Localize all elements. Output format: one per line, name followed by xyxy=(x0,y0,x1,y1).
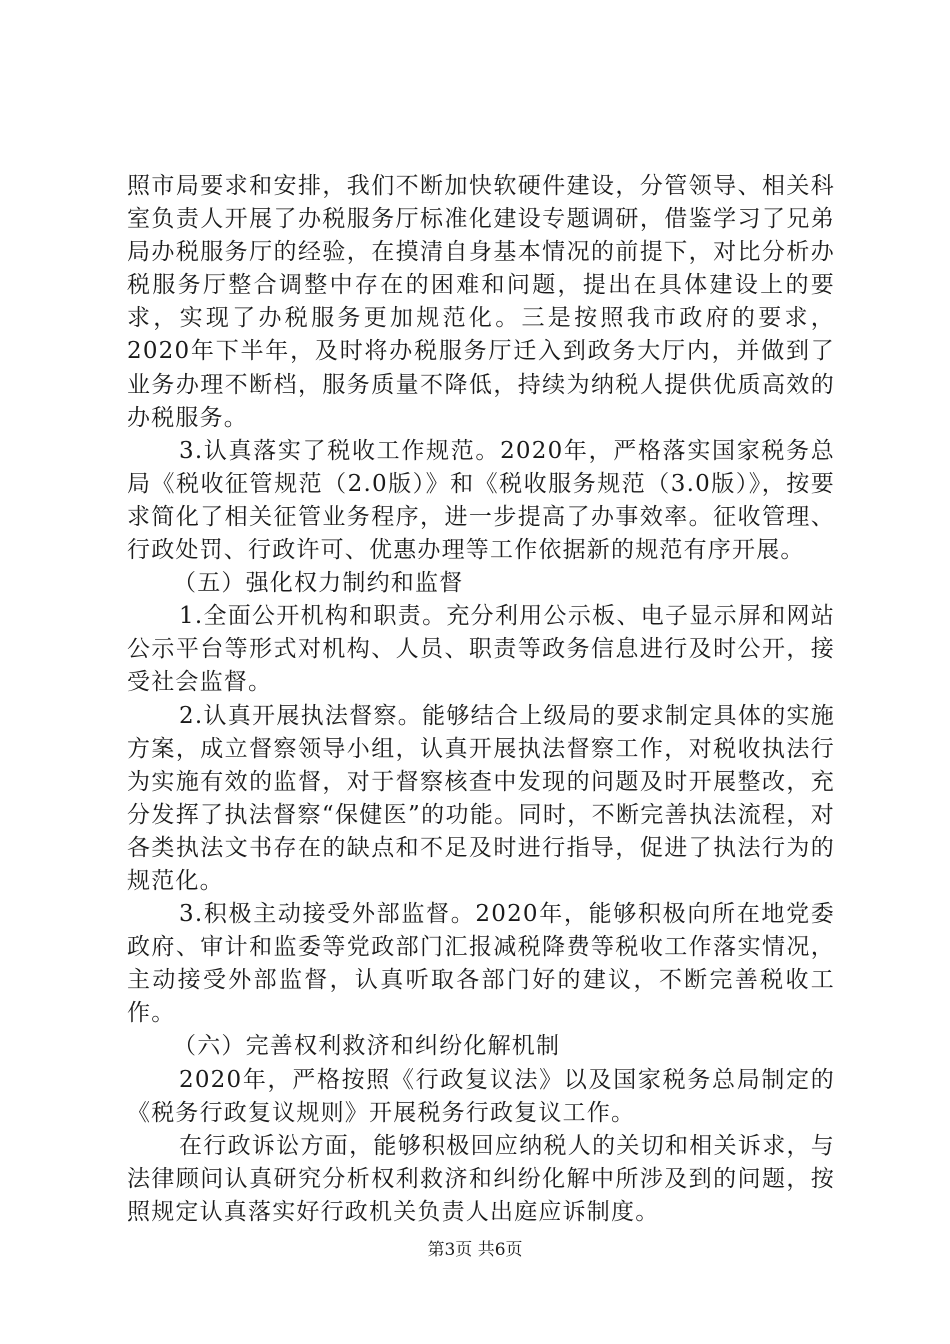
paragraph-administrative-litigation: 在行政诉讼方面，能够积极回应纳税人的关切和相关诉求，与法律顾问认真研究分析权利救济和纠纷化解中所涉及到的问题，按照规定认真落实好行政机关负责人出庭应诉制度。 xyxy=(127,1132,835,1225)
page-number-footer: 第3页 共6页 xyxy=(427,1240,523,1260)
paragraph-item-3-external-oversight: 3.积极主动接受外部监督。2020年，能够积极向所在地党委政府、审计和监委等党政部门汇报减税降费等税收工作落实情况，主动接受外部监督，认真听取各部门好的建议，不断完善税收工作。 xyxy=(127,901,835,1027)
paragraph-administrative-review: 2020年，严格按照《行政复议法》以及国家税务总局制定的《税务行政复议规则》开展税务行政复议工作。 xyxy=(127,1066,835,1126)
paragraph-item-2-supervision: 2.认真开展执法督察。能够结合上级局的要求制定具体的实施方案，成立督察领导小组，认真开展执法督察工作，对税收执法行为实施有效的监督，对于督察核查中发现的问题及时开展整改，充分发挥了执法督察“保健医”的功能。同时，不断完善执法流程，对各类执法文书存在的缺点和不足及时进行指导，促进了执法行为的规范化。 xyxy=(127,702,835,894)
paragraph-item-1-disclosure: 1.全面公开机构和职责。充分利用公示板、电子显示屏和网站公示平台等形式对机构、人员、职责等政务信息进行及时公开，接受社会监督。 xyxy=(127,603,835,696)
paragraph-item-3-tax-norms: 3.认真落实了税收工作规范。2020年，严格落实国家税务总局《税收征管规范（2.0版）》和《税收服务规范（3.0版）》，按要求简化了相关征管业务程序，进一步提高了办事效率。征收管理、行政处罚、行政许可、优惠办理等工作依据新的规范有序开展。 xyxy=(127,437,835,564)
paragraph-continuation: 照市局要求和安排，我们不断加快软硬件建设，分管领导、相关科室负责人开展了办税服务厅标准化建设专题调研，借鉴学习了兄弟局办税服务厅的经验，在摸清自身基本情况的前提下，对比分析办税服务厅整合调整中存在的困难和问题，提出在具体建设上的要求，实现了办税服务更加规范化。三是按照我市政府的要求，2020年下半年，及时将办税服务厅迁入到政务大厅内，并做到了业务办理不断档，服务质量不降低，持续为纳税人提供优质高效的办税服务。 xyxy=(127,173,835,431)
section-heading-6: （六）完善权利救济和纠纷化解机制 xyxy=(173,1033,561,1060)
section-heading-5: （五）强化权力制约和监督 xyxy=(173,570,464,597)
document-body xyxy=(127,170,835,1229)
